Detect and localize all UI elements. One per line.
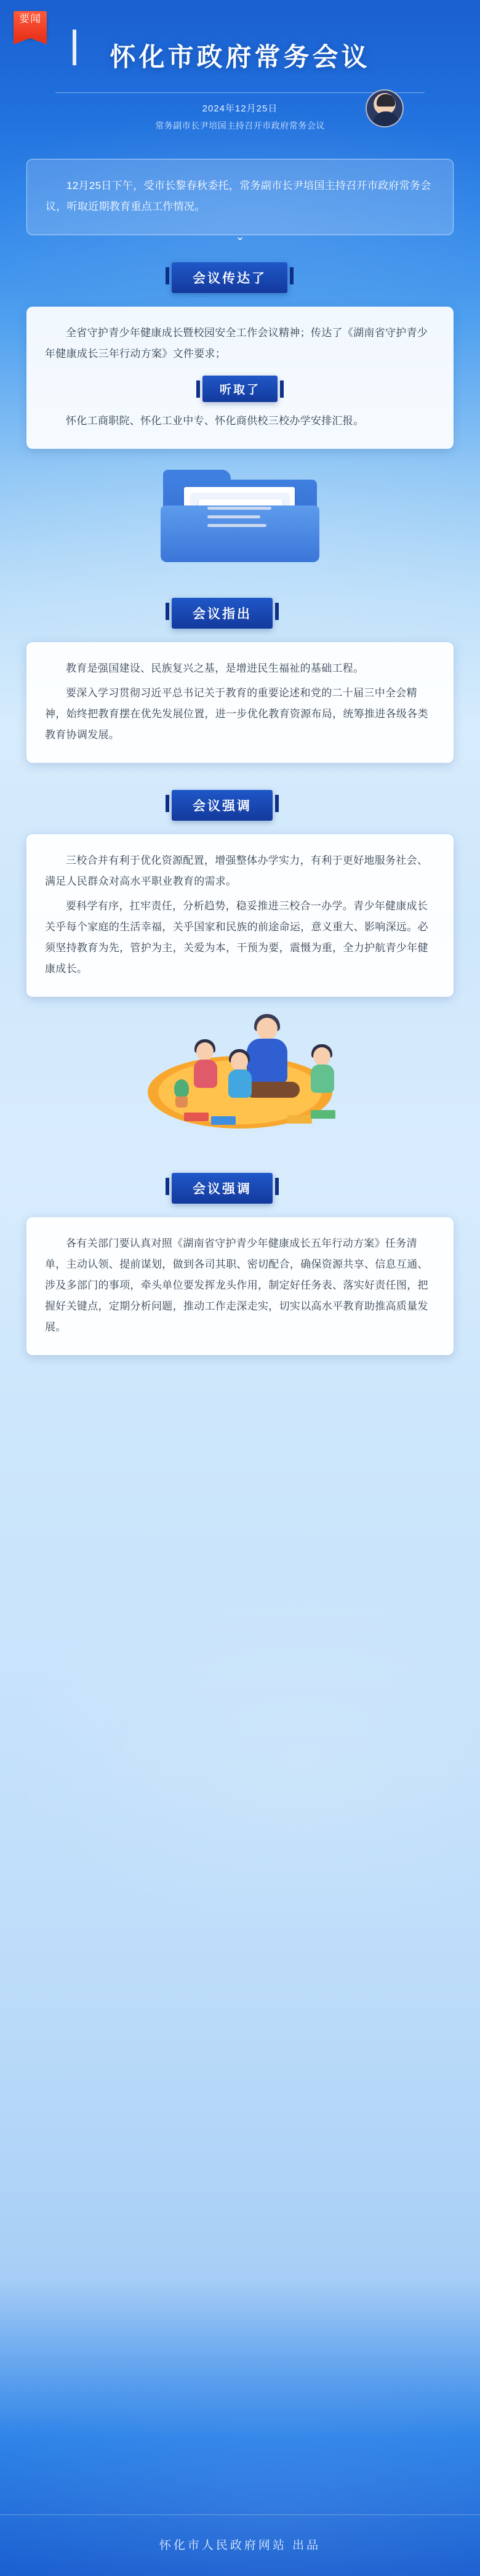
header-meta: [55, 92, 425, 143]
meeting-description: 常务副市长尹培国主持召开市政府常务会议: [155, 121, 325, 131]
section-2-paragraph-1: 教育是强国建设、民族复兴之基，是增进民生福祉的基础工程。: [66, 662, 364, 674]
folder-icon: [163, 466, 317, 565]
section-card-3: [26, 834, 454, 997]
intro-text: 12月25日下午，受市长黎春秋委托，常务副市长尹培国主持召开市政府常务会议，听取近期教育重点工作情况。: [46, 180, 431, 212]
footer: [0, 2514, 480, 2576]
section-tag-label: 会议指出: [172, 598, 273, 629]
footer-text: 怀化市人民政府网站 出品: [159, 2539, 321, 2552]
section-tag-label: 会议传达了: [172, 262, 287, 293]
book-icon: [311, 1110, 335, 1119]
section-heading-4: [26, 1173, 454, 1205]
plant-icon: [173, 1078, 190, 1108]
section-2-paragraph-2: 要深入学习贯彻习近平总书记关于教育的重要论述和党的二十届三中全会精神，始终把教育摆在优先发展位置，进一步优化教育资源布局，统筹推进各级各类教育协调发展。: [45, 687, 428, 741]
meeting-date: 2024年12月25日: [202, 103, 278, 114]
ribbon-label: 要闻: [19, 13, 41, 25]
section-3-paragraph-2: 要科学有序，扛牢责任，分析趋势，稳妥推进三校合一办学。青少年健康成长关乎每个家庭的生活幸福，关乎国家和民族的前途命运，意义重大、影响深远。必须坚持教育为先，管护为主，关爱为本，干预为要，震慑为重，全力护航青少年健康成长。: [45, 900, 428, 975]
section-card-1: [26, 307, 454, 449]
child-figure-3: [305, 1047, 343, 1103]
book-icon: [211, 1116, 236, 1125]
book-icon: [184, 1113, 209, 1121]
bottom-spacer: [0, 1355, 480, 1447]
child-figure-2: [222, 1052, 260, 1108]
intro-card: [26, 159, 454, 243]
child-figure-1: [188, 1042, 226, 1098]
section-card-2: [26, 642, 454, 763]
book-icon: [287, 1115, 312, 1124]
section-heading-2: [26, 598, 454, 630]
section-heading-1: [26, 262, 454, 294]
avatar: [366, 89, 404, 127]
ribbon-badge: [14, 11, 47, 38]
section-4-paragraph-1: 各有关部门要认真对照《湖南省守护青少年健康成长五年行动方案》任务清单，主动认领、提前谋划，做到各司其职、密切配合，确保资源共享、信息互通、涉及多部门的事项，牵头单位要发挥龙头作用，制定好任务表、落实好责任图，把握好关键点，定期分析问题，推动工作走深走实，切实以高水平教育助推高质量发展。: [45, 1238, 428, 1333]
section-inner-tag-label: 听取了: [202, 376, 278, 402]
section-1-inner-paragraph-1: 怀化工商职院、怀化工业中专、怀化商供校三校办学安排汇报。: [66, 415, 364, 427]
section-inner-heading-1: [45, 376, 435, 402]
section-tag-label: 会议强调: [172, 1173, 273, 1204]
chevron-down-icon: ⌄: [235, 230, 245, 243]
title-wrap: [43, 27, 437, 87]
decorative-swoosh-3: [0, 1539, 480, 1970]
family-reading-illustration: [26, 1004, 454, 1146]
section-tag-label: 会议强调: [172, 790, 273, 821]
section-1-paragraph-1: 全省守护青少年健康成长暨校园安全工作会议精神；传达了《湖南省守护青少年健康成长三年行动方案》文件要求；: [45, 327, 428, 360]
header: [0, 0, 480, 143]
section-heading-3: [26, 790, 454, 822]
section-3-paragraph-1: 三校合并有利于优化资源配置，增强整体办学实力，有利于更好地服务社会、满足人民群众对高水平职业教育的需求。: [45, 855, 428, 887]
page-title: 怀化市政府常务会议: [110, 42, 370, 71]
folder-illustration: [26, 460, 454, 571]
section-card-4: [26, 1217, 454, 1355]
